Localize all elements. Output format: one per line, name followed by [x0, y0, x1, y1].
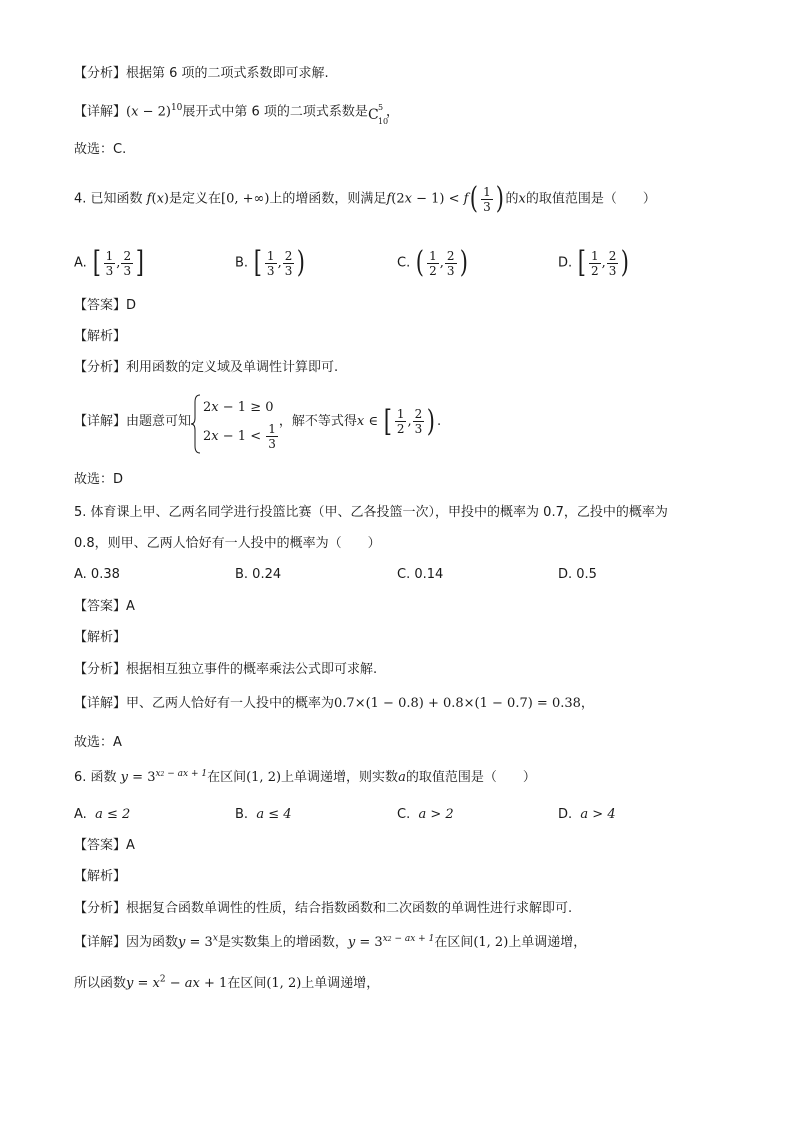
q5-stem-line-1: 5. 体育课上甲、乙两名同学进行投篮比赛（甲、乙各投篮一次），甲投中的概率为 0.7，乙投中的概率为 [74, 505, 668, 520]
q6-option-c: C. a > 2 [397, 807, 454, 822]
q4-answer: 【答案】D [74, 298, 137, 313]
q5-stem-line-2: 0.8，则甲、乙两人恰好有一人投中的概率为（ ） [74, 536, 381, 551]
q4-option-a: A. [ $\frac{1}{3}$ , $\frac{2}{3}$ ] [74, 245, 145, 280]
q3-detail: 【详解】$(x - 2)^{10}$展开式中第 6 项的二项式系数是 C 5 10 ， [74, 103, 399, 126]
q5-option-a: A. 0.38 [74, 567, 120, 582]
q4-solution-label: 【解析】 [74, 329, 127, 344]
probability-formula: 0.7×(1 − 0.8) + 0.8×(1 − 0.7) = 0.38 [334, 696, 581, 711]
q5-solution-label: 【解析】 [74, 630, 127, 645]
q5-analysis: 【分析】根据相互独立事件的概率乘法公式即可求解. [74, 662, 378, 677]
q6-analysis: 【分析】根据复合函数单调性的性质，结合指数函数和二次函数的单调性进行求解即可. [74, 901, 573, 916]
q4-analysis: 【分析】利用函数的定义域及单调性计算即可. [74, 360, 339, 375]
q6-option-a: A. a ≤ 2 [74, 807, 131, 822]
q6-stem: 6. 函数 $y = 3^{x2 - ax + 1}$在区间(1, 2)上单调递增，则实数a的取值范围是（ ） [74, 768, 536, 785]
q6-option-b: B. a ≤ 4 [235, 807, 292, 822]
q4-detail: 【详解】由题意可知 2x − 1 ≥ 0 2x − 1 < $\frac{1}{3}$ ，解不等式得x ∈ [ $\frac{1}{2}$ , $\frac{2}{3}$ ) . [74, 392, 441, 456]
left-brace-icon [191, 394, 201, 454]
q4-option-d: D. [ $\frac{1}{2}$ , $\frac{2}{3}$ ) [558, 245, 630, 280]
q5-answer: 【答案】A [74, 599, 135, 614]
inequality-system: 2x − 1 ≥ 0 2x − 1 < $\frac{1}{3}$ [191, 394, 279, 450]
q3-choice: 故选：C. [74, 142, 127, 157]
q4-stem: 4. 已知函数 f(x)是定义在[0, +∞)上的增函数，则满足f(2x − 1) < f( $\frac{1}{3}$ ) 的x的取值范围是（ ） [74, 181, 656, 216]
q5-choice: 故选：A [74, 735, 122, 750]
q5-detail: 【详解】甲、乙两人恰好有一人投中的概率为0.7×(1 − 0.8) + 0.8×(1 − 0.7) = 0.38， [74, 696, 594, 711]
q6-solution-label: 【解析】 [74, 869, 127, 884]
q6-conclusion: 所以函数$y = x^2$ − ax + 1在区间(1, 2)上单调递增， [74, 974, 380, 991]
q5-option-d: D. 0.5 [558, 567, 597, 582]
q3-analysis: 【分析】根据第 6 项的二项式系数即可求解. [74, 66, 329, 81]
q4-option-b: B. [ $\frac{1}{3}$ , $\frac{2}{3}$ ) [235, 245, 306, 280]
q5-option-b: B. 0.24 [235, 567, 282, 582]
q4-option-c: C. ( $\frac{1}{2}$ , $\frac{2}{3}$ ) [397, 245, 468, 280]
q6-option-d: D. a > 4 [558, 807, 616, 822]
q6-answer: 【答案】A [74, 838, 135, 853]
binomial-coefficient: C 5 10 [367, 103, 389, 126]
q4-choice: 故选：D [74, 472, 124, 487]
q6-detail: 【详解】因为函数$y = 3^x$是实数集上的增函数，$y = 3^{x2 - ax + 1}$在区间(1, 2)上单调递增， [74, 933, 587, 950]
q5-option-c: C. 0.14 [397, 567, 444, 582]
